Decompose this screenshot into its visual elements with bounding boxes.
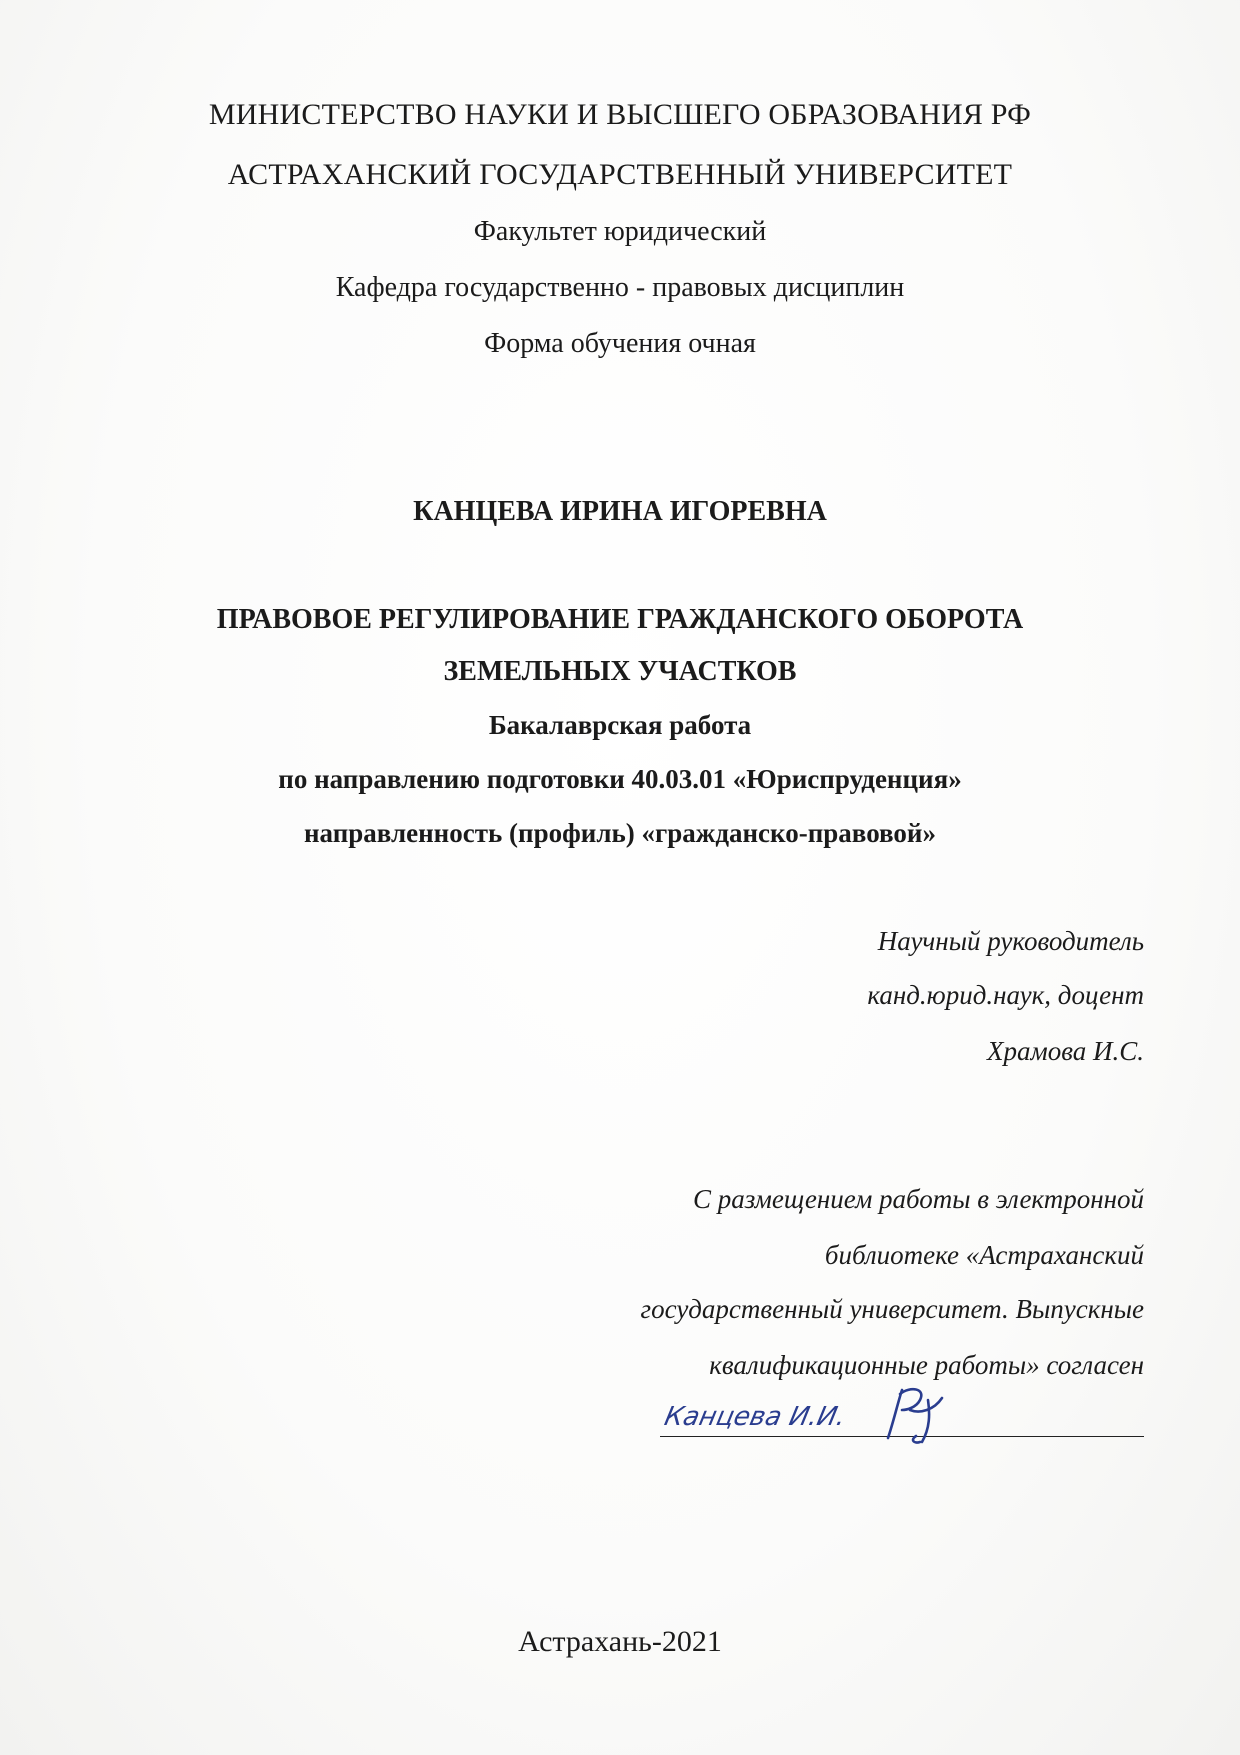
city-year: Астрахань-2021	[518, 1625, 722, 1658]
thesis-title-line-1: ПРАВОВОЕ РЕГУЛИРОВАНИЕ ГРАЖДАНСКОГО ОБОРОТА	[216, 604, 1024, 635]
department-line: Кафедра государственно - правовых дисциплин	[335, 272, 905, 303]
supervisor-name: Храмова И.С.	[986, 1036, 1144, 1066]
consent-line-2: библиотеке «Астраханский	[824, 1240, 1144, 1270]
consent-line-3: государственный университет. Выпускные	[640, 1294, 1144, 1324]
supervisor-label: Научный руководитель	[877, 926, 1144, 956]
ministry-heading: МИНИСТЕРСТВО НАУКИ И ВЫСШЕГО ОБРАЗОВАНИЯ РФ	[208, 98, 1032, 131]
thesis-title-line-2: ЗЕМЕЛЬНЫХ УЧАСТКОВ	[443, 656, 797, 687]
study-profile: направленность (профиль) «гражданско-правовой»	[304, 818, 936, 848]
signature-mark	[880, 1380, 960, 1452]
handwritten-name: Канцева И.И.	[661, 1402, 849, 1432]
consent-line-4: квалификационные работы» согласен	[709, 1350, 1144, 1380]
university-heading: АСТРАХАНСКИЙ ГОСУДАРСТВЕННЫЙ УНИВЕРСИТЕТ	[227, 158, 1013, 191]
consent-line-1: С размещением работы в электронной	[692, 1184, 1144, 1214]
work-type: Бакалаврская работа	[488, 710, 752, 740]
study-form-line: Форма обучения очная	[484, 328, 756, 359]
author-name: КАНЦЕВА ИРИНА ИГОРЕВНА	[413, 496, 827, 527]
study-direction: по направлению подготовки 40.03.01 «Юриспруденция»	[278, 764, 962, 794]
faculty-line: Факультет юридический	[473, 216, 767, 247]
supervisor-degree: канд.юрид.наук, доцент	[867, 980, 1144, 1010]
